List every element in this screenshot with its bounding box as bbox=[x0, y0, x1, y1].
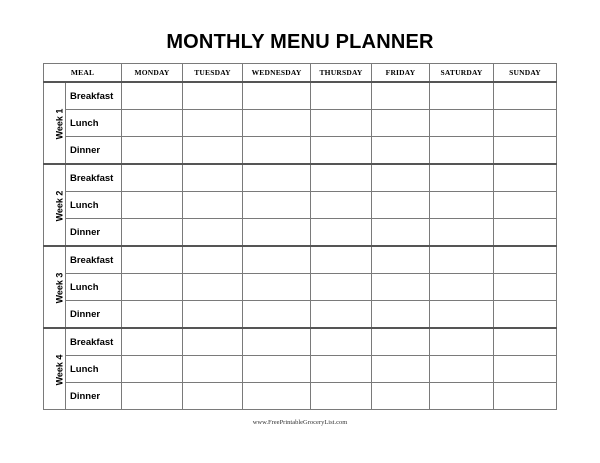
menu-entry-cell[interactable] bbox=[243, 219, 311, 247]
menu-entry-cell[interactable] bbox=[243, 192, 311, 219]
week-label-cell bbox=[44, 246, 66, 328]
menu-entry-cell[interactable] bbox=[311, 274, 372, 301]
table-row bbox=[44, 356, 557, 383]
menu-entry-cell[interactable] bbox=[311, 192, 372, 219]
menu-entry-cell[interactable] bbox=[183, 301, 243, 329]
table-row bbox=[44, 328, 557, 356]
menu-entry-cell[interactable] bbox=[494, 192, 557, 219]
table-row bbox=[44, 192, 557, 219]
menu-entry-cell[interactable] bbox=[430, 110, 494, 137]
menu-entry-cell[interactable] bbox=[243, 82, 311, 110]
menu-entry-cell[interactable] bbox=[311, 219, 372, 247]
menu-entry-cell[interactable] bbox=[494, 274, 557, 301]
menu-entry-cell[interactable] bbox=[372, 383, 430, 410]
week-label: Week 3 bbox=[54, 272, 65, 304]
menu-entry-cell[interactable] bbox=[183, 219, 243, 247]
menu-entry-cell[interactable] bbox=[494, 301, 557, 329]
week-label-cell bbox=[44, 164, 66, 246]
meal-label: Breakfast bbox=[66, 164, 122, 192]
column-header-thursday: THURSDAY bbox=[311, 64, 372, 83]
menu-entry-cell[interactable] bbox=[494, 82, 557, 110]
menu-entry-cell[interactable] bbox=[243, 383, 311, 410]
menu-entry-cell[interactable] bbox=[183, 356, 243, 383]
column-header-monday: MONDAY bbox=[122, 64, 183, 83]
table-row bbox=[44, 219, 557, 247]
menu-entry-cell[interactable] bbox=[183, 110, 243, 137]
menu-entry-cell[interactable] bbox=[122, 192, 183, 219]
menu-entry-cell[interactable] bbox=[430, 328, 494, 356]
page-title: MONTHLY MENU PLANNER bbox=[166, 31, 434, 53]
menu-entry-cell[interactable] bbox=[430, 301, 494, 329]
menu-entry-cell[interactable] bbox=[494, 328, 557, 356]
meal-label: Breakfast bbox=[66, 328, 122, 356]
menu-entry-cell[interactable] bbox=[372, 192, 430, 219]
menu-entry-cell[interactable] bbox=[494, 219, 557, 247]
meal-label: Breakfast bbox=[66, 246, 122, 274]
menu-entry-cell[interactable] bbox=[311, 356, 372, 383]
table-row bbox=[44, 246, 557, 274]
menu-entry-cell[interactable] bbox=[430, 137, 494, 165]
menu-entry-cell[interactable] bbox=[372, 219, 430, 247]
menu-entry-cell[interactable] bbox=[122, 82, 183, 110]
table-row bbox=[44, 383, 557, 410]
menu-entry-cell[interactable] bbox=[183, 164, 243, 192]
menu-entry-cell[interactable] bbox=[494, 356, 557, 383]
menu-entry-cell[interactable] bbox=[243, 328, 311, 356]
menu-entry-cell[interactable] bbox=[243, 246, 311, 274]
menu-entry-cell[interactable] bbox=[122, 274, 183, 301]
meal-label: Lunch bbox=[66, 110, 122, 137]
menu-entry-cell[interactable] bbox=[243, 110, 311, 137]
menu-entry-cell[interactable] bbox=[183, 82, 243, 110]
menu-entry-cell[interactable] bbox=[122, 356, 183, 383]
table-row bbox=[44, 82, 557, 110]
menu-entry-cell[interactable] bbox=[494, 110, 557, 137]
menu-entry-cell[interactable] bbox=[311, 110, 372, 137]
column-header-saturday: SATURDAY bbox=[430, 64, 494, 83]
menu-planner-table bbox=[43, 63, 557, 410]
menu-entry-cell[interactable] bbox=[372, 301, 430, 329]
meal-label: Dinner bbox=[66, 301, 122, 329]
menu-entry-cell[interactable] bbox=[311, 301, 372, 329]
menu-entry-cell[interactable] bbox=[122, 246, 183, 274]
meal-label: Lunch bbox=[66, 274, 122, 301]
menu-entry-cell[interactable] bbox=[430, 356, 494, 383]
week-label-cell bbox=[44, 328, 66, 410]
column-header-wednesday: WEDNESDAY bbox=[243, 64, 311, 83]
table-row bbox=[44, 110, 557, 137]
menu-entry-cell[interactable] bbox=[372, 246, 430, 274]
menu-entry-cell[interactable] bbox=[372, 82, 430, 110]
menu-entry-cell[interactable] bbox=[430, 219, 494, 247]
menu-entry-cell[interactable] bbox=[122, 137, 183, 165]
meal-label: Dinner bbox=[66, 383, 122, 410]
menu-entry-cell[interactable] bbox=[183, 192, 243, 219]
column-header-sunday: SUNDAY bbox=[494, 64, 557, 83]
menu-entry-cell[interactable] bbox=[430, 164, 494, 192]
menu-entry-cell[interactable] bbox=[311, 82, 372, 110]
column-header-meal: MEAL bbox=[44, 64, 122, 83]
menu-entry-cell[interactable] bbox=[430, 383, 494, 410]
menu-entry-cell[interactable] bbox=[494, 164, 557, 192]
table-row bbox=[44, 164, 557, 192]
meal-label: Lunch bbox=[66, 356, 122, 383]
menu-entry-cell[interactable] bbox=[183, 328, 243, 356]
meal-label: Dinner bbox=[66, 137, 122, 165]
header-row bbox=[44, 64, 557, 83]
menu-entry-cell[interactable] bbox=[372, 274, 430, 301]
menu-entry-cell[interactable] bbox=[243, 301, 311, 329]
meal-label: Lunch bbox=[66, 192, 122, 219]
menu-entry-cell[interactable] bbox=[372, 137, 430, 165]
menu-entry-cell[interactable] bbox=[243, 137, 311, 165]
column-header-friday: FRIDAY bbox=[372, 64, 430, 83]
menu-entry-cell[interactable] bbox=[122, 328, 183, 356]
week-label: Week 4 bbox=[54, 354, 65, 386]
week-label: Week 2 bbox=[54, 190, 65, 222]
menu-entry-cell[interactable] bbox=[183, 383, 243, 410]
menu-entry-cell[interactable] bbox=[243, 356, 311, 383]
week-label: Week 1 bbox=[54, 108, 65, 140]
menu-entry-cell[interactable] bbox=[122, 164, 183, 192]
menu-entry-cell[interactable] bbox=[183, 274, 243, 301]
menu-entry-cell[interactable] bbox=[311, 328, 372, 356]
menu-entry-cell[interactable] bbox=[122, 383, 183, 410]
menu-entry-cell[interactable] bbox=[372, 356, 430, 383]
menu-entry-cell[interactable] bbox=[183, 246, 243, 274]
menu-entry-cell[interactable] bbox=[122, 219, 183, 247]
menu-entry-cell[interactable] bbox=[430, 192, 494, 219]
planner-body bbox=[44, 82, 557, 410]
menu-entry-cell[interactable] bbox=[494, 246, 557, 274]
menu-entry-cell[interactable] bbox=[494, 383, 557, 410]
menu-entry-cell[interactable] bbox=[311, 137, 372, 165]
menu-entry-cell[interactable] bbox=[122, 301, 183, 329]
menu-entry-cell[interactable] bbox=[372, 328, 430, 356]
menu-entry-cell[interactable] bbox=[494, 137, 557, 165]
menu-entry-cell[interactable] bbox=[430, 82, 494, 110]
column-header-tuesday: TUESDAY bbox=[183, 64, 243, 83]
table-row bbox=[44, 301, 557, 329]
week-label-cell bbox=[44, 82, 66, 164]
meal-label: Dinner bbox=[66, 219, 122, 247]
menu-entry-cell[interactable] bbox=[430, 246, 494, 274]
menu-entry-cell[interactable] bbox=[430, 274, 494, 301]
menu-entry-cell[interactable] bbox=[311, 164, 372, 192]
menu-entry-cell[interactable] bbox=[183, 137, 243, 165]
menu-entry-cell[interactable] bbox=[311, 246, 372, 274]
table-row bbox=[44, 137, 557, 165]
meal-label: Breakfast bbox=[66, 82, 122, 110]
menu-entry-cell[interactable] bbox=[243, 274, 311, 301]
menu-entry-cell[interactable] bbox=[122, 110, 183, 137]
menu-entry-cell[interactable] bbox=[372, 110, 430, 137]
menu-entry-cell[interactable] bbox=[311, 383, 372, 410]
footer-url: www.FreePrintableGroceryList.com bbox=[252, 419, 348, 426]
menu-entry-cell[interactable] bbox=[243, 164, 311, 192]
table-row bbox=[44, 274, 557, 301]
menu-entry-cell[interactable] bbox=[372, 164, 430, 192]
